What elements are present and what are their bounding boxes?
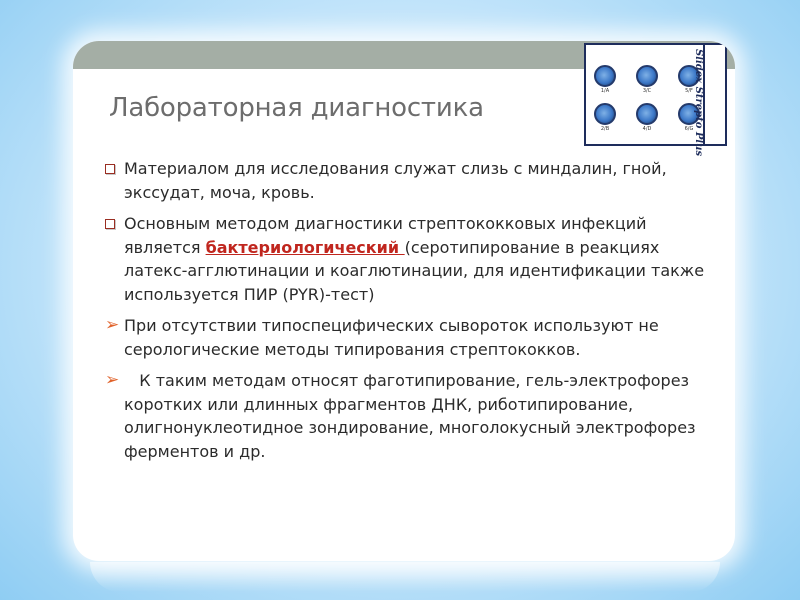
bullet-text: К таким методам относят фаготипирование, гель-электрофорез коротких или длинных фрагментов ДНК, риботипирование, олигнонуклеотидное зондирование, многолокусный электрофорез ферментов и др. [124,371,701,461]
well-label-5: 5/F [685,88,693,94]
well-4 [636,103,658,125]
square-bullet-icon [105,212,115,229]
slide-card [73,41,735,561]
bullet-text: Материалом для исследования служат слизь с миндалин, гной, экссудат, моча, кровь. [124,159,667,202]
well-label-3: 3/C [642,88,652,94]
well-label-4: 4/D [642,126,652,132]
well-3 [636,65,658,87]
well-label-1: 1/A [600,88,610,94]
well-1 [594,65,616,87]
square-bullet-icon [105,157,115,174]
bullet-item [105,314,705,361]
bullet-text: Основным методом диагностики стрептококковых инфекций является [124,214,647,257]
slide-title: Лабораторная диагностика [109,93,484,123]
arrow-bullet-icon: ➢ [105,370,120,390]
arrow-bullet-icon: ➢ [105,315,120,335]
emphasis-text: бактериологический [205,237,405,257]
bullet-text-continued: (серотипирование в реакциях латекс-агглютинации и коаглютинации, для идентификации также используется ПИР (PYR)-тест) [124,237,705,304]
bullet-text: При отсутствии типоспецифических сывороток используют не серологические методы типирования стрептококков. [124,316,659,359]
bullet-item [105,369,705,463]
well-label-6: 6/G [684,126,694,132]
latex-slide-image [584,43,727,157]
slide-reflection [90,562,720,592]
bullet-item [105,157,705,204]
bullet-item [105,212,705,306]
well-2 [594,103,616,125]
slide-brand-label: Slidex Strepto Plus [693,49,704,157]
wells-grid [592,57,702,139]
well-label-2: 2/B [600,126,610,132]
bullet-list [105,157,705,471]
